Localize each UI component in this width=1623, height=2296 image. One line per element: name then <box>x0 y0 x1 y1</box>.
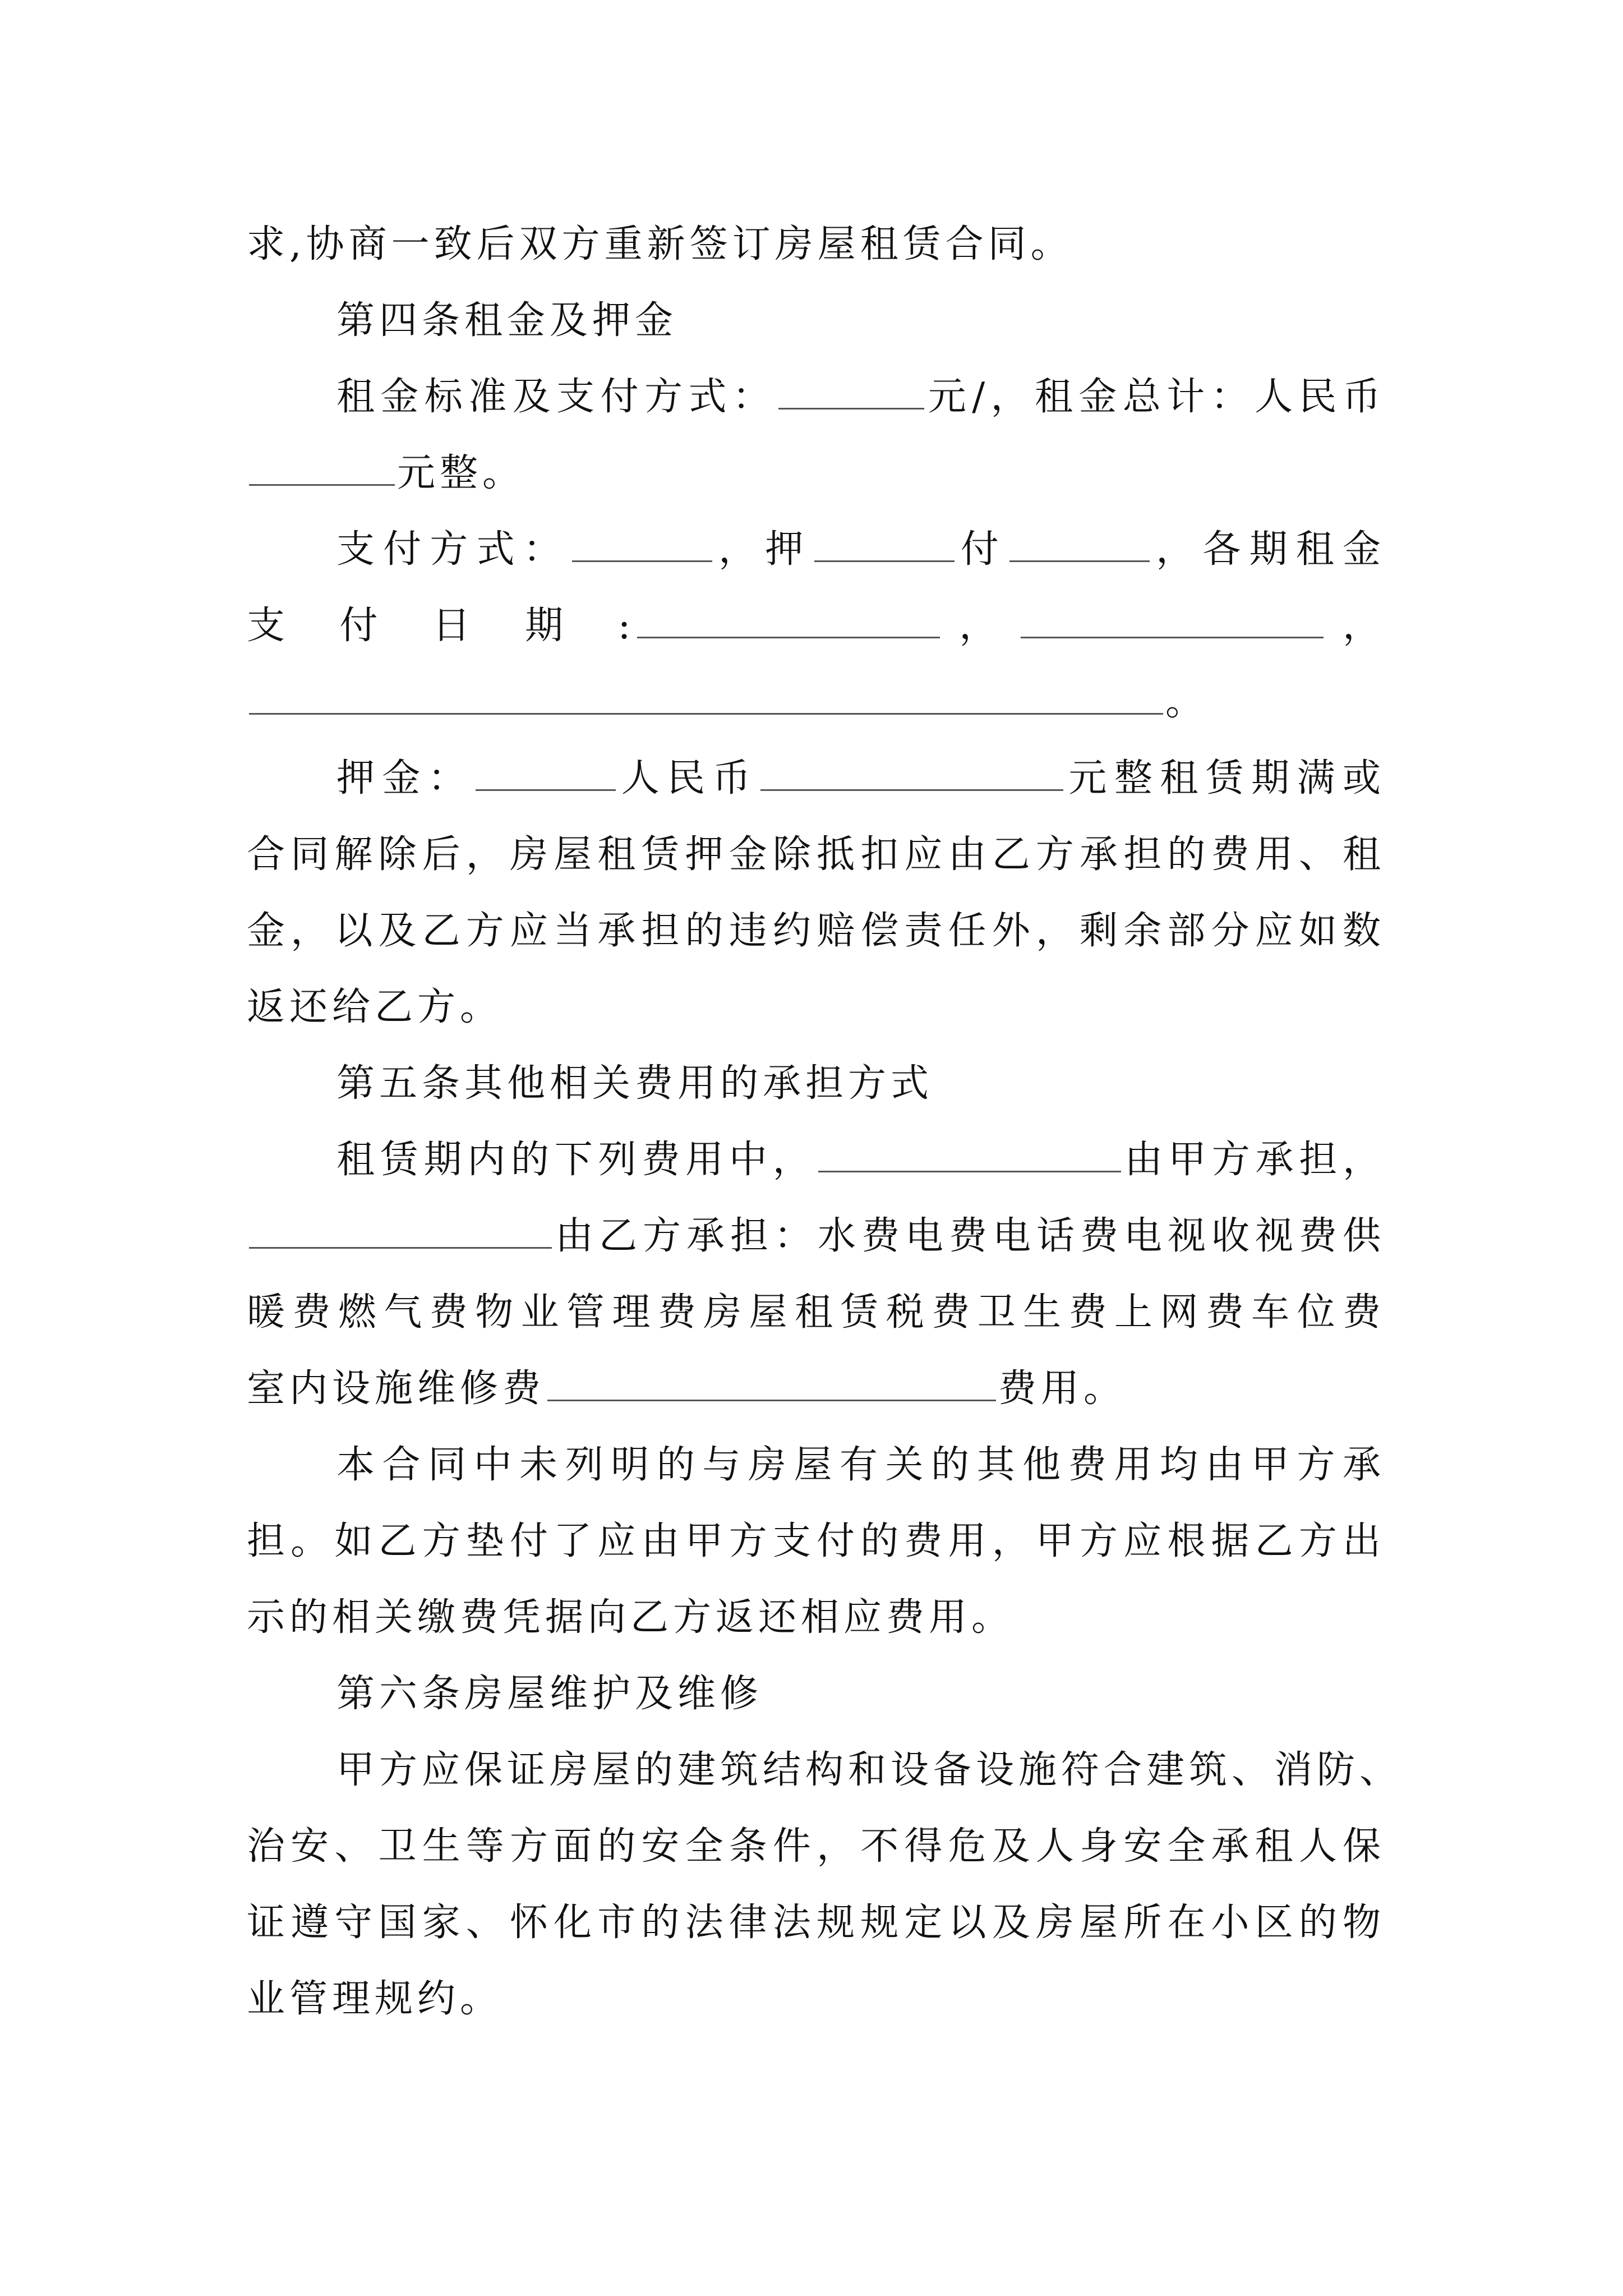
text-segment: 支付方式： <box>336 527 570 572</box>
text-segment: 第四条租金及押金 <box>336 298 678 343</box>
text-segment: 担。如乙方垫付了应由甲方支付的费用，甲方应根据乙方出 <box>247 1519 1385 1563</box>
text-segment: 付 <box>956 527 1007 572</box>
contract-text <box>247 206 1403 2037</box>
text-segment: 支 付 日 期 : <box>247 604 635 648</box>
fees-tenant-line <box>247 1198 1385 1274</box>
text-segment: 。 <box>1165 680 1209 724</box>
deposit-line <box>247 740 1385 817</box>
paragraph-line <box>247 1503 1385 1580</box>
text-segment: 合同解除后，房屋租赁押金除抵扣应由乙方承担的费用、租 <box>247 832 1385 877</box>
text-segment: 第六条房屋维护及维修 <box>336 1672 763 1716</box>
blank-deposit-amount[interactable] <box>760 750 1063 791</box>
text-segment: 由甲方承担， <box>1123 1138 1385 1182</box>
blank-payment-method[interactable] <box>572 521 712 562</box>
paragraph-line <box>247 1961 1385 2037</box>
text-segment: ，押 <box>714 527 812 572</box>
blank-tenant-fees[interactable] <box>249 1208 552 1249</box>
blank-payment-date-3[interactable] <box>249 674 1163 715</box>
text-segment: 甲方应保证房屋的建筑结构和设备设施符合建筑、消防、 <box>336 1748 1403 1792</box>
paragraph-line <box>247 1580 1385 1656</box>
paragraph-line <box>247 969 1385 1046</box>
paragraph-line <box>247 817 1385 893</box>
text-segment: ， <box>1326 604 1385 648</box>
paragraph-line <box>247 1427 1385 1503</box>
maintenance-fee-line <box>247 1351 1385 1427</box>
text-segment: 求,协商一致后双方重新签订房屋租赁合同。 <box>247 222 1073 266</box>
text-segment: 本合同中未列明的与房屋有关的其他费用均由甲方承 <box>336 1443 1385 1487</box>
paragraph-line <box>247 893 1385 969</box>
text-segment: 租赁期内的下列费用中， <box>336 1138 817 1182</box>
paragraph-line <box>247 1732 1403 1809</box>
section-heading-article-6 <box>247 1656 1385 1732</box>
payment-date-continuation <box>247 664 1385 740</box>
section-heading-article-5 <box>247 1046 1385 1122</box>
blank-deposit-months[interactable] <box>814 521 955 562</box>
text-segment: 元整租赁期满或 <box>1065 756 1385 800</box>
text-segment: 示的相关缴费凭据向乙方返还相应费用。 <box>247 1595 1015 1640</box>
text-segment: 治安、卫生等方面的安全条件，不得危及人身安全承租人保 <box>247 1824 1385 1869</box>
text-segment: 元/，租金总计：人民币 <box>926 375 1385 419</box>
blank-rent-amount[interactable] <box>778 369 924 409</box>
text-segment: 人民币 <box>618 756 758 800</box>
blank-rent-total[interactable] <box>249 445 395 486</box>
text-segment: 元整。 <box>397 451 525 495</box>
text-segment: 押金： <box>336 756 474 800</box>
paragraph-line <box>247 206 1385 283</box>
text-segment: 由乙方承担：水费电费电话费电视收视费供 <box>554 1214 1385 1258</box>
text-segment: 租金标准及支付方式： <box>336 375 777 419</box>
paragraph-line <box>247 1274 1385 1351</box>
text-segment: ， <box>942 604 1019 648</box>
blank-payment-date-2[interactable] <box>1021 597 1324 638</box>
blank-other-fees[interactable] <box>547 1360 996 1401</box>
fees-line <box>247 1122 1385 1198</box>
blank-deposit[interactable] <box>476 750 616 791</box>
payment-date-line <box>247 588 1385 664</box>
text-segment: 暖费燃气费物业管理费房屋租赁税费卫生费上网费车位费 <box>247 1290 1385 1335</box>
text-segment: 返还给乙方。 <box>247 985 503 1029</box>
section-heading-article-4 <box>247 283 1385 359</box>
blank-landlord-fees[interactable] <box>818 1131 1121 1172</box>
paragraph-line <box>247 1809 1385 1885</box>
paragraph-line <box>247 1885 1385 1961</box>
payment-method-line <box>247 512 1385 588</box>
text-segment: 室内设施维修费 <box>247 1366 546 1411</box>
blank-pay-months[interactable] <box>1009 521 1150 562</box>
rent-standard-line <box>247 359 1385 435</box>
text-segment: ，各期租金 <box>1151 527 1385 572</box>
text-segment: 证遵守国家、怀化市的法律法规规定以及房屋所在小区的物 <box>247 1901 1385 1945</box>
blank-payment-date-1[interactable] <box>637 597 940 638</box>
rent-total-line <box>247 435 1385 512</box>
text-segment: 费用。 <box>998 1366 1127 1411</box>
text-segment: 业管理规约。 <box>247 1977 503 2021</box>
text-segment: 金，以及乙方应当承担的违约赔偿责任外，剩余部分应如数 <box>247 909 1385 953</box>
text-segment: 第五条其他相关费用的承担方式 <box>336 1061 934 1106</box>
